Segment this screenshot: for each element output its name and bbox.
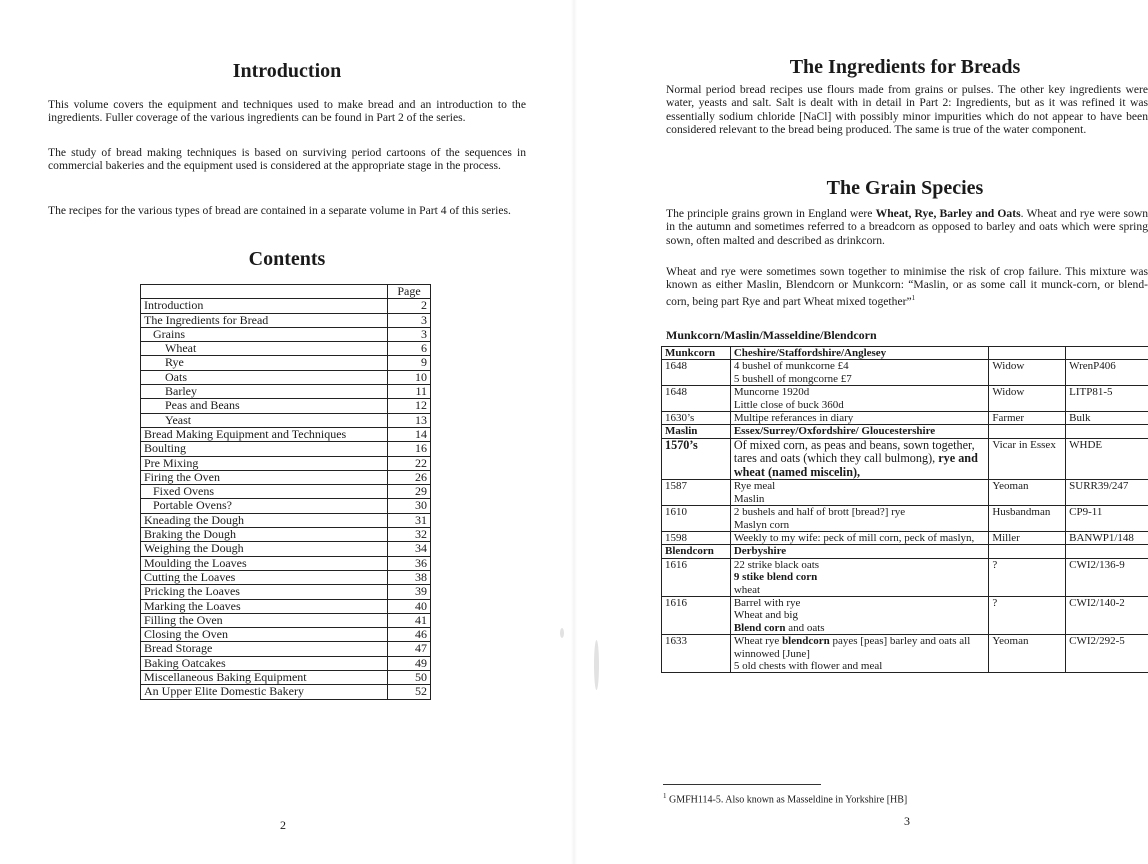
grain-paragraph-1 bbox=[666, 207, 1148, 247]
grain-paragraph-2-text: Wheat and rye were sometimes sown together to minimise the risk of crop failure. This mixture was known as either Maslin, Blendcorn or Munkcorn: “Maslin, or as some call it munck-corn, or blend-corn, being part Rye and part Wheat mixed together” bbox=[666, 265, 1148, 308]
record-text: and oats bbox=[785, 621, 825, 634]
contents-entry-page: 2 bbox=[388, 299, 431, 313]
contents-entry-page: 3 bbox=[388, 313, 431, 327]
record-occupation: Vicar in Essex bbox=[989, 438, 1066, 480]
contents-row bbox=[141, 299, 431, 313]
table-section-row bbox=[662, 347, 1148, 360]
contents-entry-page: 13 bbox=[388, 413, 431, 427]
contents-entry-title: Bread Storage bbox=[141, 642, 388, 656]
table-row bbox=[662, 597, 1148, 635]
contents-row bbox=[141, 327, 431, 341]
table-subheading: Munkcorn/Maslin/Masseldine/Blendcorn bbox=[666, 328, 877, 342]
record-line: 5 old chests with flower and meal bbox=[733, 660, 883, 673]
contents-row bbox=[141, 456, 431, 470]
contents-entry-page: 29 bbox=[388, 485, 431, 499]
region-label: Maslin bbox=[662, 425, 731, 438]
contents-row bbox=[141, 642, 431, 656]
table-row bbox=[662, 480, 1148, 506]
record-occupation: Widow bbox=[989, 386, 1066, 412]
grain-heading: The Grain Species bbox=[826, 177, 984, 199]
record-line: Barrel with rye bbox=[733, 597, 801, 609]
record-line: 2 bushels and half of brott [bread?] rye bbox=[733, 506, 906, 519]
contents-entry-page: 16 bbox=[388, 442, 431, 456]
record-text-bold: Blend corn bbox=[733, 621, 786, 634]
record-date: 1616 bbox=[662, 558, 731, 596]
region-label: Blendcorn bbox=[662, 545, 731, 558]
record-occupation: Farmer bbox=[989, 412, 1066, 425]
record-occupation: Yeoman bbox=[989, 480, 1066, 506]
record-description bbox=[730, 531, 989, 544]
contents-row bbox=[141, 513, 431, 527]
grain-paragraph-2 bbox=[666, 265, 1148, 308]
record-date: 1616 bbox=[662, 597, 731, 635]
region-name: Derbyshire bbox=[733, 545, 787, 558]
contents-entry-title: Pricking the Loaves bbox=[141, 585, 388, 599]
contents-entry-title: Portable Ovens? bbox=[141, 499, 388, 513]
record-reference: Bulk bbox=[1066, 412, 1148, 425]
record-line: Multipe referances in diary bbox=[733, 412, 854, 425]
intro-paragraph: The recipes for the various types of bread are contained in a separate volume in Part 4 of this series. bbox=[48, 204, 511, 217]
record-reference bbox=[1066, 425, 1148, 438]
table-section-row bbox=[662, 425, 1148, 438]
record-description bbox=[730, 480, 989, 506]
contents-row bbox=[141, 542, 431, 556]
record-occupation: Widow bbox=[989, 360, 1066, 386]
record-text-bold: rye bbox=[938, 451, 956, 466]
record-line bbox=[734, 622, 986, 634]
contents-entry-page: 40 bbox=[388, 599, 431, 613]
contents-entry-page: 52 bbox=[388, 685, 431, 699]
record-line: 5 bushell of mongcorne £7 bbox=[733, 372, 852, 385]
contents-table bbox=[140, 284, 431, 700]
record-line: Little close of buck 360d bbox=[733, 398, 844, 411]
table-row bbox=[662, 506, 1148, 532]
table-section-row bbox=[662, 545, 1148, 558]
contents-entry-page: 47 bbox=[388, 642, 431, 656]
page-number: 3 bbox=[904, 814, 910, 828]
intro-paragraph: This volume covers the equipment and techniques used to make bread and an introduction to the ingredients. Fuller coverage of the various ingredients can be found in Part 2 of the series. bbox=[48, 98, 526, 125]
record-description bbox=[730, 386, 989, 412]
record-reference: CP9-11 bbox=[1066, 506, 1148, 532]
contents-row bbox=[141, 656, 431, 670]
contents-entry-page: 9 bbox=[388, 356, 431, 370]
record-reference: CWI2/136-9 bbox=[1066, 558, 1148, 596]
record-text: Wheat rye bbox=[733, 635, 783, 648]
grain-paragraph-1-lead: The principle grains grown in England were bbox=[666, 207, 876, 220]
contents-entry-title: An Upper Elite Domestic Bakery bbox=[141, 685, 388, 699]
contents-row bbox=[141, 685, 431, 699]
table-row bbox=[662, 558, 1148, 596]
record-occupation: Miller bbox=[989, 531, 1066, 544]
record-date: 1648 bbox=[662, 360, 731, 386]
contents-entry-page: 41 bbox=[388, 613, 431, 627]
ingredients-heading: The Ingredients for Breads bbox=[789, 56, 1021, 78]
contents-entry-page: 39 bbox=[388, 585, 431, 599]
contents-row bbox=[141, 356, 431, 370]
contents-entry-title: Kneading the Dough bbox=[141, 513, 388, 527]
record-reference: CWI2/140-2 bbox=[1066, 597, 1148, 635]
contents-entry-page: 50 bbox=[388, 671, 431, 685]
contents-entry-title: The Ingredients for Bread bbox=[141, 313, 388, 327]
record-text: Of mixed corn, as peas and beans, sown together, tares and oats (which they call bulmong), bbox=[733, 437, 975, 466]
contents-header-blank bbox=[141, 285, 388, 299]
record-description bbox=[730, 558, 989, 596]
contents-entry-page: 38 bbox=[388, 570, 431, 584]
contents-entry-page: 14 bbox=[388, 427, 431, 441]
record-reference: WrenP406 bbox=[1066, 360, 1148, 386]
contents-row bbox=[141, 599, 431, 613]
record-date: 1648 bbox=[662, 386, 731, 412]
contents-row bbox=[141, 342, 431, 356]
contents-row bbox=[141, 399, 431, 413]
contents-entry-title: Introduction bbox=[141, 299, 388, 313]
record-date: 1587 bbox=[662, 480, 731, 506]
grain-paragraph-1-rest: . Wheat and rye were sown in the autumn and sometimes referred to a breadcorn as opposed to barley and oats which were spring sown, often malted and described as drinkcorn. bbox=[666, 207, 1148, 247]
contents-row bbox=[141, 413, 431, 427]
record-occupation: Yeoman bbox=[989, 635, 1066, 673]
contents-entry-title: Marking the Loaves bbox=[141, 599, 388, 613]
contents-entry-page: 46 bbox=[388, 628, 431, 642]
record-description bbox=[730, 412, 989, 425]
contents-row bbox=[141, 570, 431, 584]
contents-entry-title: Closing the Oven bbox=[141, 628, 388, 642]
contents-row bbox=[141, 442, 431, 456]
contents-header-row bbox=[141, 285, 431, 299]
record-occupation bbox=[989, 347, 1066, 360]
contents-entry-page: 32 bbox=[388, 528, 431, 542]
contents-row bbox=[141, 499, 431, 513]
record-text-bold: and wheat (named miscelin), bbox=[733, 451, 978, 479]
contents-entry-page: 10 bbox=[388, 370, 431, 384]
table-row bbox=[662, 412, 1148, 425]
record-occupation: Husbandman bbox=[989, 506, 1066, 532]
contents-entry-page: 12 bbox=[388, 399, 431, 413]
contents-entry-title: Rye bbox=[141, 356, 388, 370]
contents-entry-title: Filling the Oven bbox=[141, 613, 388, 627]
record-description bbox=[730, 347, 989, 360]
record-line: Maslyn corn bbox=[733, 518, 790, 531]
contents-entry-title: Peas and Beans bbox=[141, 399, 388, 413]
table-row bbox=[662, 531, 1148, 544]
record-reference: CWI2/292-5 bbox=[1066, 635, 1148, 673]
record-line: Weekly to my wife: peck of mill corn, peck of maslyn, bbox=[733, 531, 975, 544]
record-line: wheat bbox=[733, 583, 761, 596]
contents-entry-title: Pre Mixing bbox=[141, 456, 388, 470]
contents-entry-page: 6 bbox=[388, 342, 431, 356]
region-label: Munkcorn bbox=[662, 347, 731, 360]
contents-heading: Contents bbox=[248, 248, 326, 270]
record-line: Muncorne 1920d bbox=[733, 386, 810, 399]
contents-entry-title: Firing the Oven bbox=[141, 470, 388, 484]
record-text: payes [peas] barley and oats all winnowed [June] bbox=[733, 635, 971, 660]
record-description bbox=[730, 597, 989, 635]
contents-entry-title: Barley bbox=[141, 385, 388, 399]
contents-row bbox=[141, 427, 431, 441]
record-line bbox=[734, 635, 986, 660]
record-reference: WHDE bbox=[1066, 438, 1148, 480]
region-name: Essex/Surrey/Oxfordshire/ Gloucestershire bbox=[733, 425, 936, 438]
contents-entry-page: 22 bbox=[388, 456, 431, 470]
contents-row bbox=[141, 585, 431, 599]
record-line: 4 bushel of munkcorne £4 bbox=[733, 360, 849, 373]
record-text-bold: 9 stike blend corn bbox=[733, 571, 818, 584]
record-occupation: ? bbox=[989, 597, 1066, 635]
contents-entry-page: 34 bbox=[388, 542, 431, 556]
contents-entry-page: 49 bbox=[388, 656, 431, 670]
contents-entry-page: 36 bbox=[388, 556, 431, 570]
contents-row bbox=[141, 628, 431, 642]
record-description bbox=[730, 425, 989, 438]
contents-row bbox=[141, 313, 431, 327]
contents-entry-title: Braking the Dough bbox=[141, 528, 388, 542]
contents-row bbox=[141, 370, 431, 384]
contents-entry-title: Boulting bbox=[141, 442, 388, 456]
footnote bbox=[663, 792, 907, 805]
record-description bbox=[730, 360, 989, 386]
contents-entry-title: Bread Making Equipment and Techniques bbox=[141, 427, 388, 441]
record-date: 1633 bbox=[662, 635, 731, 673]
record-reference: LITP81-5 bbox=[1066, 386, 1148, 412]
contents-entry-title: Yeast bbox=[141, 413, 388, 427]
record-reference: BANWP1/148 bbox=[1066, 531, 1148, 544]
record-reference: SURR39/247 bbox=[1066, 480, 1148, 506]
contents-entry-title: Miscellaneous Baking Equipment bbox=[141, 671, 388, 685]
record-line: Wheat and big bbox=[733, 609, 798, 622]
record-date: 1570’s bbox=[662, 438, 731, 480]
intro-heading: Introduction bbox=[232, 60, 342, 82]
table-row bbox=[662, 635, 1148, 673]
contents-entry-title: Moulding the Loaves bbox=[141, 556, 388, 570]
contents-entry-title: Grains bbox=[141, 327, 388, 341]
grain-records-table bbox=[661, 346, 1148, 673]
contents-row bbox=[141, 385, 431, 399]
contents-entry-page: 30 bbox=[388, 499, 431, 513]
table-row bbox=[662, 360, 1148, 386]
record-reference bbox=[1066, 347, 1148, 360]
contents-page-header: Page bbox=[388, 285, 431, 299]
intro-paragraph: The study of bread making techniques is based on surviving period cartoons of the sequences in commercial bakeries and the equipment used is considered at the appropriate stage in the process. bbox=[48, 146, 526, 173]
contents-entry-page: 26 bbox=[388, 470, 431, 484]
contents-entry-title: Weighing the Dough bbox=[141, 542, 388, 556]
page-number: 2 bbox=[280, 818, 286, 832]
record-text-bold: blendcorn bbox=[782, 635, 830, 648]
record-line: Rye meal bbox=[733, 480, 776, 493]
grain-names: Wheat, Rye, Barley and Oats bbox=[875, 207, 1021, 220]
contents-entry-page: 31 bbox=[388, 513, 431, 527]
footnote-ref: 1 bbox=[911, 293, 916, 302]
ingredients-paragraph: Normal period bread recipes use flours made from grains or pulses. The other key ingredients were water, yeasts and salt. Salt is dealt with in detail in Part 2: Ingredients, but as it was refined it was essentially sodium chloride [NaCl] with possibly minor impurities which do not appear to have been considered relevant to the bread being produced. The same is true of the water component. bbox=[666, 83, 1148, 137]
record-occupation bbox=[989, 425, 1066, 438]
record-date: 1630’s bbox=[662, 412, 731, 425]
contents-row bbox=[141, 671, 431, 685]
contents-row bbox=[141, 485, 431, 499]
contents-entry-title: Oats bbox=[141, 370, 388, 384]
footnote-rule bbox=[663, 784, 821, 785]
record-date: 1598 bbox=[662, 531, 731, 544]
record-description bbox=[730, 506, 989, 532]
contents-row bbox=[141, 556, 431, 570]
record-description bbox=[730, 545, 989, 558]
contents-entry-title: Cutting the Loaves bbox=[141, 570, 388, 584]
contents-entry-title: Fixed Ovens bbox=[141, 485, 388, 499]
record-description bbox=[730, 635, 989, 673]
record-line: Maslin bbox=[733, 492, 765, 505]
footnote-text: GMFH114-5. Also known as Masseldine in Yorkshire [HB] bbox=[669, 794, 908, 806]
contents-entry-page: 3 bbox=[388, 327, 431, 341]
contents-row bbox=[141, 613, 431, 627]
record-line bbox=[734, 571, 986, 583]
record-line: 22 strike black oats bbox=[733, 558, 820, 571]
record-description bbox=[730, 438, 989, 480]
record-reference bbox=[1066, 545, 1148, 558]
record-occupation bbox=[989, 545, 1066, 558]
contents-row bbox=[141, 470, 431, 484]
table-row bbox=[662, 386, 1148, 412]
region-name: Cheshire/Staffordshire/Anglesey bbox=[733, 347, 887, 359]
table-row bbox=[662, 438, 1148, 480]
contents-row bbox=[141, 528, 431, 542]
contents-entry-page: 11 bbox=[388, 385, 431, 399]
contents-entry-title: Wheat bbox=[141, 342, 388, 356]
record-date: 1610 bbox=[662, 506, 731, 532]
right-page bbox=[574, 0, 1148, 864]
record-occupation: ? bbox=[989, 558, 1066, 596]
footnote-mark: 1 bbox=[663, 792, 667, 800]
contents-entry-title: Baking Oatcakes bbox=[141, 656, 388, 670]
